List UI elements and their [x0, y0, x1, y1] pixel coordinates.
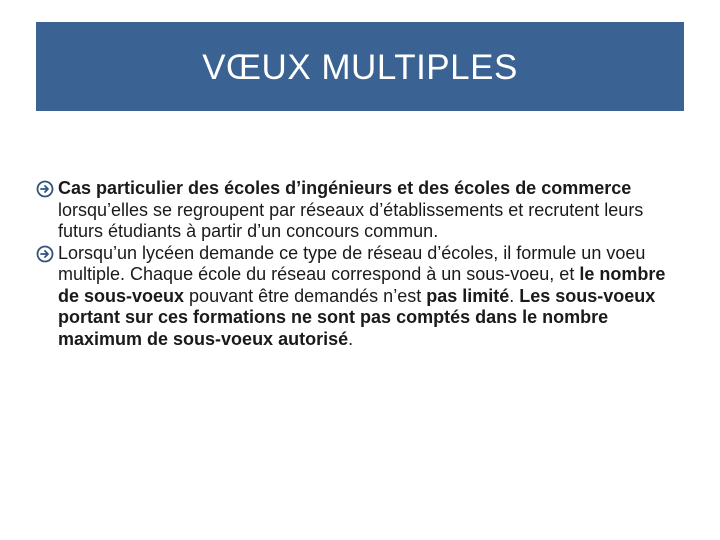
bullet-list	[36, 178, 676, 350]
bullet-text-segment: Les sous-voeux portant sur ces formations ne sont pas comptés dans le nombre maximum de sous-voeux autorisé	[58, 285, 656, 349]
bullet-text-segment: Cas particulier des écoles d’ingénieurs et des écoles de commerce	[58, 178, 632, 198]
bullet-text-segment: pas limité	[426, 285, 510, 306]
bullet-text	[58, 178, 643, 241]
title-banner	[36, 22, 684, 111]
arrow-circle-right-icon	[36, 245, 54, 263]
bullet-item	[36, 178, 676, 243]
bullet-text-segment: le nombre de sous-voeux	[58, 264, 666, 306]
bullet-text-segment: Lorsqu’un lycéen demande ce type de réseau d’écoles, il formule un voeu multiple. Chaque école du réseau correspond à un sous-voeu, et	[58, 242, 646, 284]
arrow-circle-right-icon	[36, 180, 54, 198]
bullet-text-segment: .	[348, 328, 354, 349]
slide-title: VŒUX MULTIPLES	[202, 48, 518, 87]
bullet-text-segment: .	[509, 285, 520, 306]
bullet-item	[36, 243, 676, 351]
bullet-text-segment: lorsqu’elles se regroupent par réseaux d’établissements et recrutent leurs futurs étudiants à partir d’un concours commun.	[58, 199, 644, 241]
bullet-text-segment: pouvant être demandés n’est	[184, 285, 427, 306]
bullet-text	[58, 243, 665, 349]
